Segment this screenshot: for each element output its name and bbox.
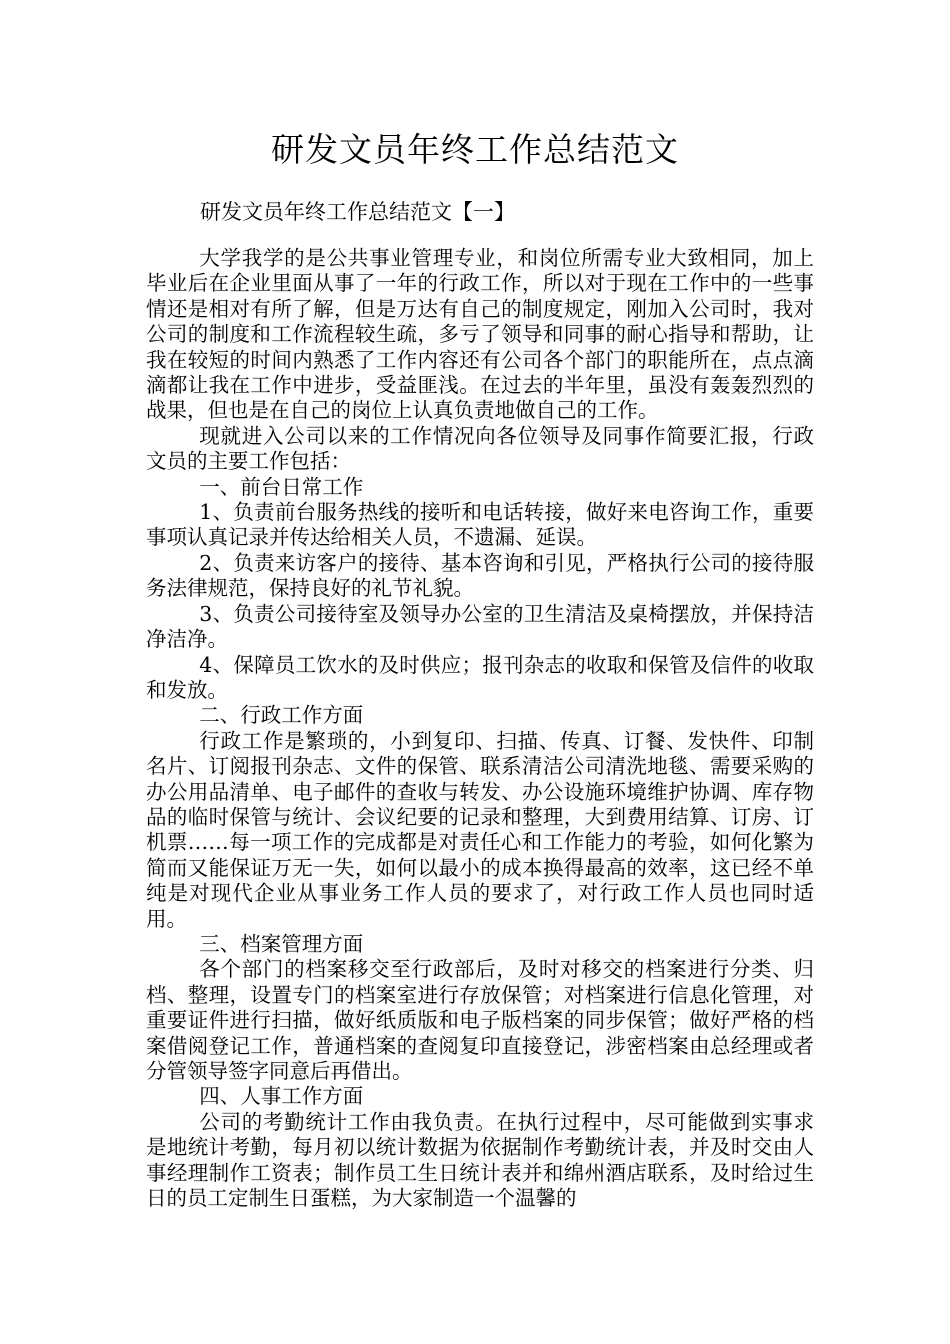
list-item-1: 1、负责前台服务热线的接听和电话转接，做好来电咨询工作，重要事项认真记录并传达给相关人员，不遗漏、延误。 [146, 500, 814, 550]
section-heading-hr: 四、人事工作方面 [199, 1084, 364, 1109]
section-heading-admin: 二、行政工作方面 [199, 703, 364, 728]
document-subtitle: 研发文员年终工作总结范文【一】 [200, 200, 515, 224]
paragraph-hr: 公司的考勤统计工作由我负责。在执行过程中，尽可能做到实事求是地统计考勤，每月初以统计数据为依据制作考勤统计表，并及时交由人事经理制作工资表；制作员工生日统计表并和绵州酒店联系，及时给过生日的员工定制生日蛋糕，为大家制造一个温馨的 [146, 1109, 814, 1211]
list-item-3: 3、负责公司接待室及领导办公室的卫生清洁及桌椅摆放，并保持洁净洁净。 [146, 601, 814, 652]
list-item-2: 2、负责来访客户的接待、基本咨询和引见，严格执行公司的接待服务法律规范，保持良好的礼节礼貌。 [146, 550, 814, 601]
document-body [146, 246, 814, 1211]
paragraph-admin: 行政工作是繁琐的，小到复印、扫描、传真、订餐、发快件、印制名片、订阅报刊杂志、文件的保管、联系清洁公司清洗地毯、需要采购的办公用品清单、电子邮件的查收与转发、办公设施环境维护协调、库存物品的临时保管与统计、会议纪要的记录和整理，大到费用结算、订房、订机票……每一项工作的完成都是对责任心和工作能力的考验，如何化繁为简而又能保证万无一失，如何以最小的成本换得最高的效率，这已经不单纯是对现代企业从事业务工作人员的要求了，对行政工作人员也同时适用。 [146, 728, 814, 931]
list-item-4: 4、保障员工饮水的及时供应；报刊杂志的收取和保管及信件的收取和发放。 [146, 652, 814, 702]
paragraph-archive: 各个部门的档案移交至行政部后，及时对移交的档案进行分类、归档、整理，设置专门的档案室进行存放保管；对档案进行信息化管理，对重要证件进行扫描，做好纸质版和电子版档案的同步保管；做好严格的档案借阅登记工作，普通档案的查阅复印直接登记，涉密档案由总经理或者分管领导签字同意后再借出。 [146, 957, 814, 1083]
paragraph-intro: 大学我学的是公共事业管理专业，和岗位所需专业大致相同，加上毕业后在企业里面从事了一年的行政工作，所以对于现在工作中的一些事情还是相对有所了解，但是万达有自己的制度规定，刚加入公司时，我对公司的制度和工作流程较生疏，多亏了领导和同事的耐心指导和帮助，让我在较短的时间内熟悉了工作内容还有公司各个部门的职能所在，点点滴滴都让我在工作中进步，受益匪浅。在过去的半年里，虽没有轰轰烈烈的战果，但也是在自己的岗位上认真负责地做自己的工作。 [146, 246, 814, 423]
section-heading-archive: 三、档案管理方面 [199, 931, 364, 956]
document-title: 研发文员年终工作总结范文 [271, 130, 679, 169]
section-heading-front-desk: 一、前台日常工作 [199, 474, 364, 499]
paragraph-report-lead: 现就进入公司以来的工作情况向各位领导及同事作简要汇报，行政文员的主要工作包括： [146, 423, 814, 474]
